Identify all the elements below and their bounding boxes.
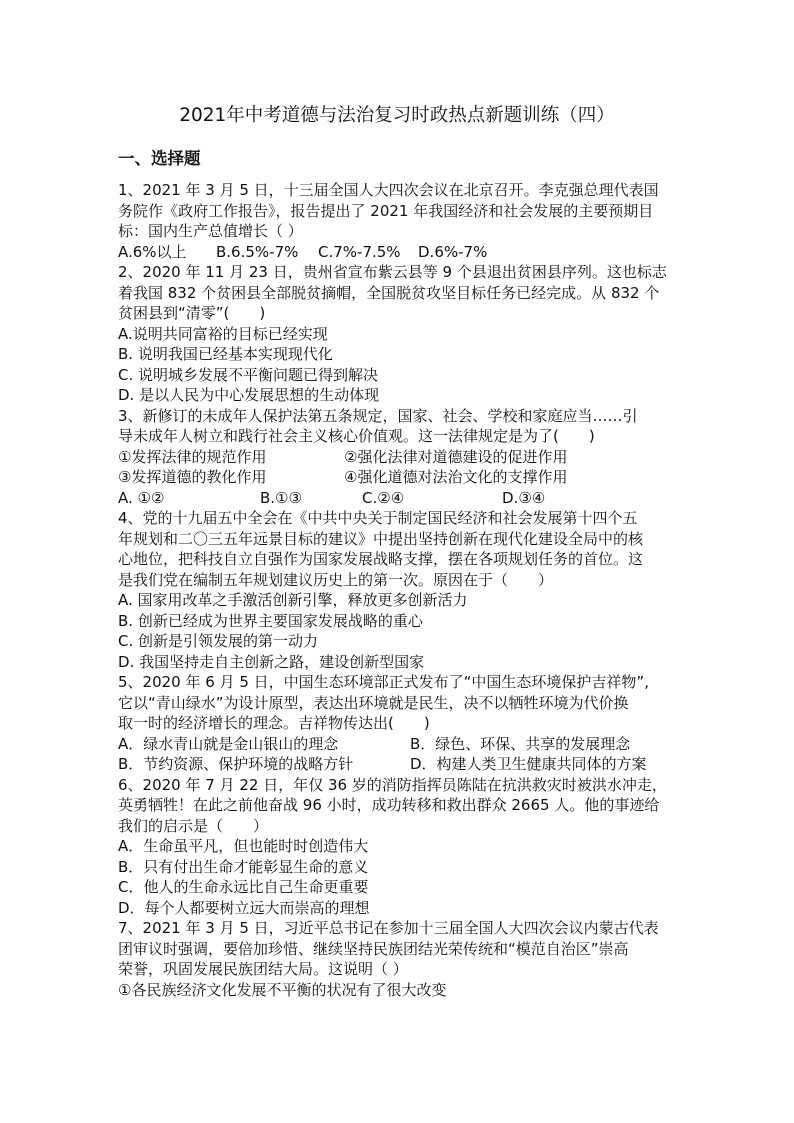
q4-line: 4、党的十九届五中全会在《中共中央关于制定国民经济和社会发展第十四个五 <box>118 509 638 527</box>
q5-line: 取一时的经济增长的理念。吉祥物传达出( ) <box>118 714 430 732</box>
q3-option-b: B.①③ <box>260 489 302 507</box>
q3-option-a: A. ①② <box>118 489 165 507</box>
q7-line: 团审议时强调，要倍加珍惜、继续坚持民族团结光荣传统和“模范自治区”崇高 <box>118 940 629 958</box>
q2-option-b: B. 说明我国已经基本实现现代化 <box>118 345 333 363</box>
q1-option-d: D.6%-7% <box>418 243 488 261</box>
q4-line: 是我们党在编制五年规划建议历史上的第一次。原因在于（ ） <box>118 571 554 589</box>
section-heading: 一、选择题 <box>118 149 201 168</box>
q6-option-d: D．每个人都要树立远大而崇高的理想 <box>118 899 370 917</box>
q5-option-d: D．构建人类卫生健康共同体的方案 <box>410 755 647 773</box>
q4-option-a: A. 国家用改革之手激活创新引擎，释放更多创新活力 <box>118 591 468 609</box>
q5-option-a: A．绿水青山就是金山银山的理念 <box>118 735 339 753</box>
q5-option-b: B．绿色、环保、共享的发展理念 <box>410 735 631 753</box>
q2-option-c: C. 说明城乡发展不平衡问题已得到解决 <box>118 366 379 384</box>
q6-option-c: C．他人的生命永远比自己生命更重要 <box>118 878 369 896</box>
q6-option-b: B．只有付出生命才能彰显生命的意义 <box>118 858 369 876</box>
q3-statement-2: ②强化法律对道德建设的促进作用 <box>344 448 568 466</box>
q7-statement-1: ①各民族经济文化发展不平衡的状况有了很大改变 <box>118 981 447 999</box>
q5-line: 它以“青山绿水”为设计原型，表达出环境就是民生，决不以牺牲环境为代价换 <box>118 694 629 712</box>
q2-line: 着我国 832 个贫困县全部脱贫摘帽，全国脱贫攻坚目标任务已经完成。从 832 个 <box>118 284 660 302</box>
q1-option-c: C.7%-7.5% <box>318 243 401 261</box>
q3-statement-1: ①发挥法律的规范作用 <box>118 448 267 466</box>
q6-option-a: A．生命虽平凡，但也能时时创造伟大 <box>118 837 369 855</box>
q4-option-c: C. 创新是引领发展的第一动力 <box>118 632 319 650</box>
q3-option-d: D.③④ <box>502 489 546 507</box>
q3-statement-4: ④强化道德对法治文化的支撑作用 <box>344 468 568 486</box>
q1-line: 1、2021 年 3 月 5 日，十三届全国人大四次会议在北京召开。李克强总理代表国 <box>118 181 659 199</box>
q1-line: 标：国内生产总值增长（ ） <box>118 222 303 240</box>
q4-line: 年规划和二〇三五年远景目标的建议》中提出坚持创新在现代化建设全局中的核 <box>118 530 644 548</box>
q2-option-a: A.说明共同富裕的目标已经实现 <box>118 325 328 343</box>
q2-line: 贫困县到“清零”( ) <box>118 304 266 322</box>
q7-line: 7、2021 年 3 月 5 日，习近平总书记在参加十三届全国人大四次会议内蒙古代表 <box>118 919 659 937</box>
q3-option-c: C.②④ <box>362 489 405 507</box>
q1-option-b: B.6.5%-7% <box>216 243 299 261</box>
q1-line: 务院作《政府工作报告》，报告提出了 2021 年我国经济和社会发展的主要预期目 <box>118 202 654 220</box>
q2-line: 2、2020 年 11 月 23 日，贵州省宣布紫云县等 9 个县退出贫困县序列。这也标志 <box>118 263 667 281</box>
q7-line: 荣誉，巩固发展民族团结大局。这说明（ ） <box>118 960 408 978</box>
q5-option-c: B．节约资源、保护环境的战略方针 <box>118 755 354 773</box>
q6-line: 英勇牺牲！在此之前他奋战 96 小时，成功转移和救出群众 2665 人。他的事迹给 <box>118 796 660 814</box>
page-title: 2021年中考道德与法治复习时政热点新题训练（四） <box>179 105 615 126</box>
q3-statement-3: ③发挥道德的教化作用 <box>118 468 267 486</box>
q4-option-d: D. 我国坚持走自主创新之路，建设创新型国家 <box>118 653 425 671</box>
q2-option-d: D. 是以人民为中心发展思想的生动体现 <box>118 386 380 404</box>
q3-line: 导未成年人树立和践行社会主义核心价值观。这一法律规定是为了( ) <box>118 427 595 445</box>
q5-line: 5、2020 年 6 月 5 日，中国生态环境部正式发布了“中国生态环境保护吉祥物”, <box>118 673 649 691</box>
q4-line: 心地位，把科技自立自强作为国家发展战略支撑，摆在各项规划任务的首位。这 <box>118 550 644 568</box>
q3-line: 3、新修订的未成年人保护法第五条规定，国家、社会、学校和家庭应当……引 <box>118 407 638 425</box>
q6-line: 6、2020 年 7 月 22 日，年仅 36 岁的消防指挥员陈陆在抗洪救灾时被洪水冲走， <box>118 776 667 794</box>
q4-option-b: B. 创新已经成为世界主要国家发展战略的重心 <box>118 612 423 630</box>
q6-line: 我们的启示是（ ） <box>118 817 269 835</box>
q1-option-a: A.6%以上 <box>118 243 187 261</box>
